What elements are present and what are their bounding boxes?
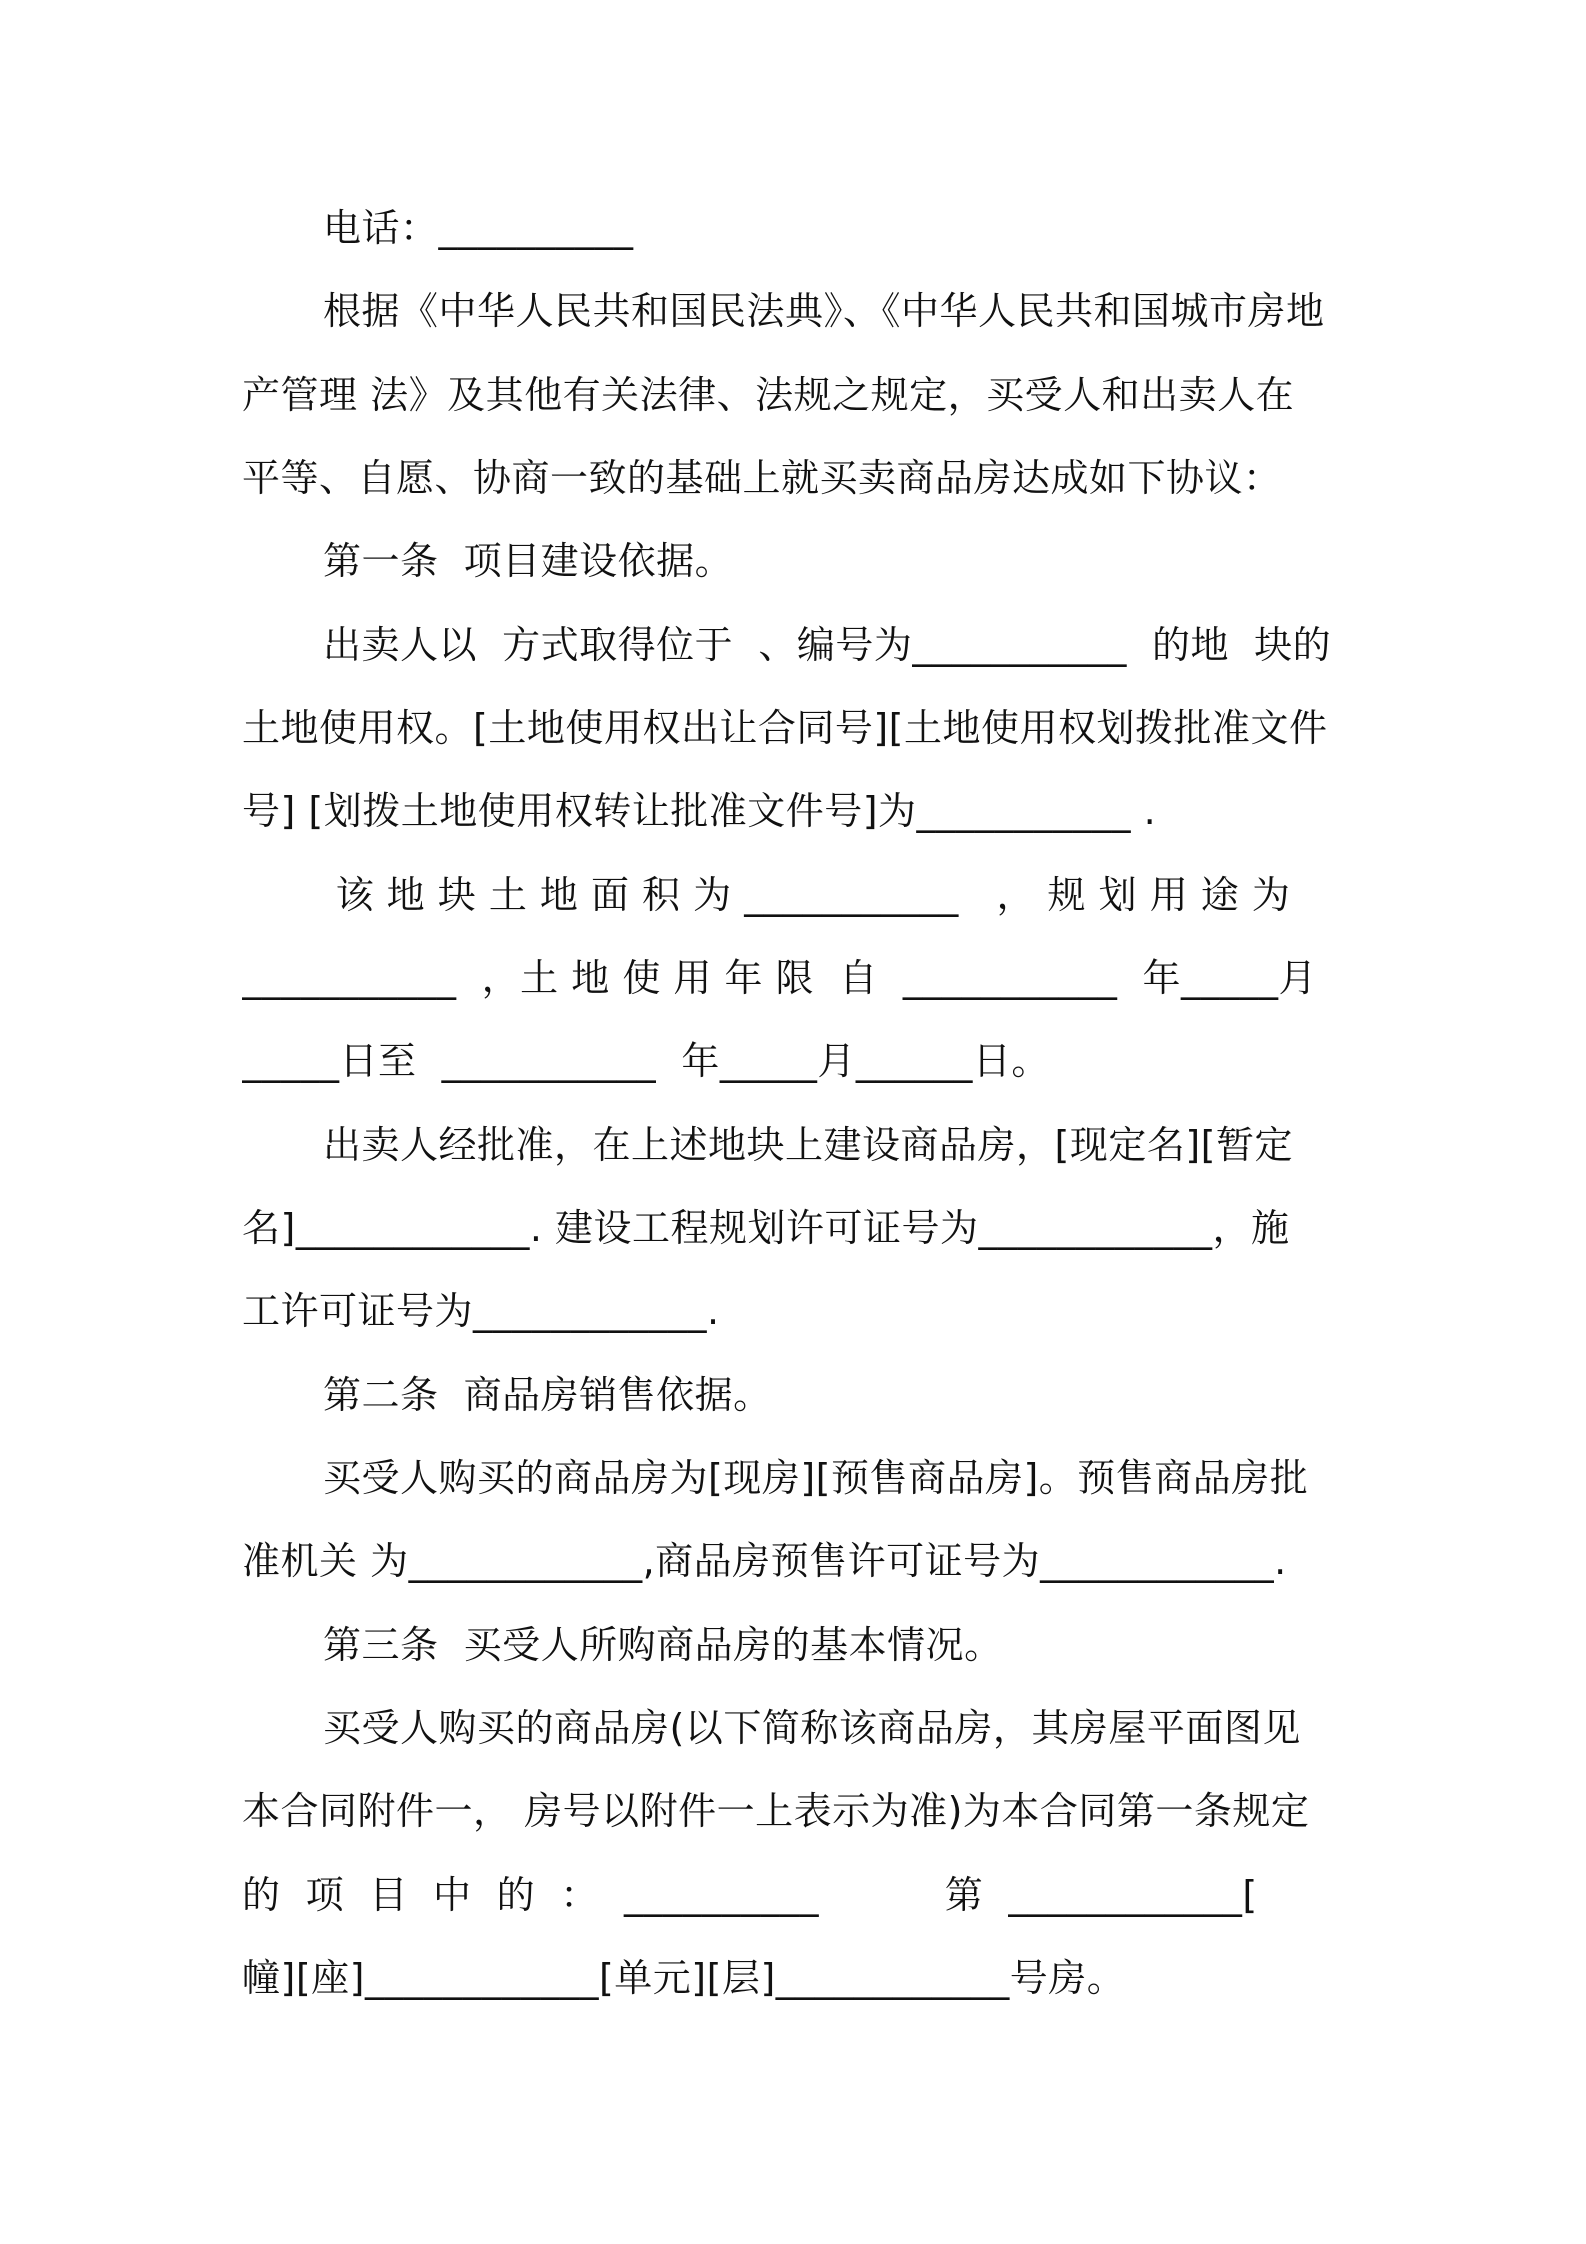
paragraph-line: 工许可证号为____________. bbox=[242, 1289, 720, 1333]
paragraph-line: ___________ ，土 地 使 用 年 限 自 ___________ 年_____月 bbox=[242, 956, 1318, 1000]
paragraph-line: 本合同附件一， 房号以附件一上表示为准)为本合同第一条规定 bbox=[242, 1789, 1310, 1833]
article-heading: 第一条 项目建设依据。 bbox=[323, 539, 734, 583]
paragraph-line: 号] [划拨土地使用权转让批准文件号]为___________ . bbox=[242, 789, 1157, 833]
paragraph-line: 该 地 块 土 地 面 积 为 ___________ ， 规 划 用 途 为 bbox=[323, 873, 1291, 917]
phone-line: 电话：__________ bbox=[323, 206, 634, 250]
paragraph-line: 平等、自愿、协商一致的基础上就买卖商品房达成如下协议： bbox=[242, 456, 1282, 500]
paragraph-line: 出卖人以 方式取得位于 、编号为___________ 的地 块的 bbox=[323, 623, 1332, 667]
paragraph-line: 名]____________. 建设工程规划许可证号为____________，施 bbox=[242, 1206, 1290, 1250]
paragraph-line: 买受人购买的商品房(以下简称该商品房，其房屋平面图见 bbox=[323, 1706, 1301, 1750]
article-heading: 第二条 商品房销售依据。 bbox=[323, 1373, 772, 1417]
article-heading: 第三条 买受人所购商品房的基本情况。 bbox=[323, 1623, 1003, 1667]
paragraph-line: 出卖人经批准，在上述地块上建设商品房，[现定名][暂定 bbox=[323, 1123, 1293, 1167]
paragraph-line: 的 项 目 中 的 ： __________ 第 ____________[ bbox=[242, 1873, 1258, 1917]
paragraph-line: 根据《中华人民共和国民法典》、《中华人民共和国城市房地 bbox=[323, 289, 1325, 333]
paragraph-line: 幢][座]____________[单元][层]____________号房。 bbox=[242, 1956, 1126, 2000]
paragraph-line: _____日至 ___________ 年_____月______日。 bbox=[242, 1039, 1050, 1083]
paragraph-line: 产管理 法》及其他有关法律、法规之规定，买受人和出卖人在 bbox=[242, 373, 1295, 417]
paragraph-line: 准机关 为____________,商品房预售许可证号为____________. bbox=[242, 1539, 1287, 1583]
paragraph-line: 土地使用权。[土地使用权出让合同号][土地使用权划拨批准文件 bbox=[242, 706, 1328, 750]
paragraph-line: 买受人购买的商品房为[现房][预售商品房]。预售商品房批 bbox=[323, 1456, 1309, 1500]
